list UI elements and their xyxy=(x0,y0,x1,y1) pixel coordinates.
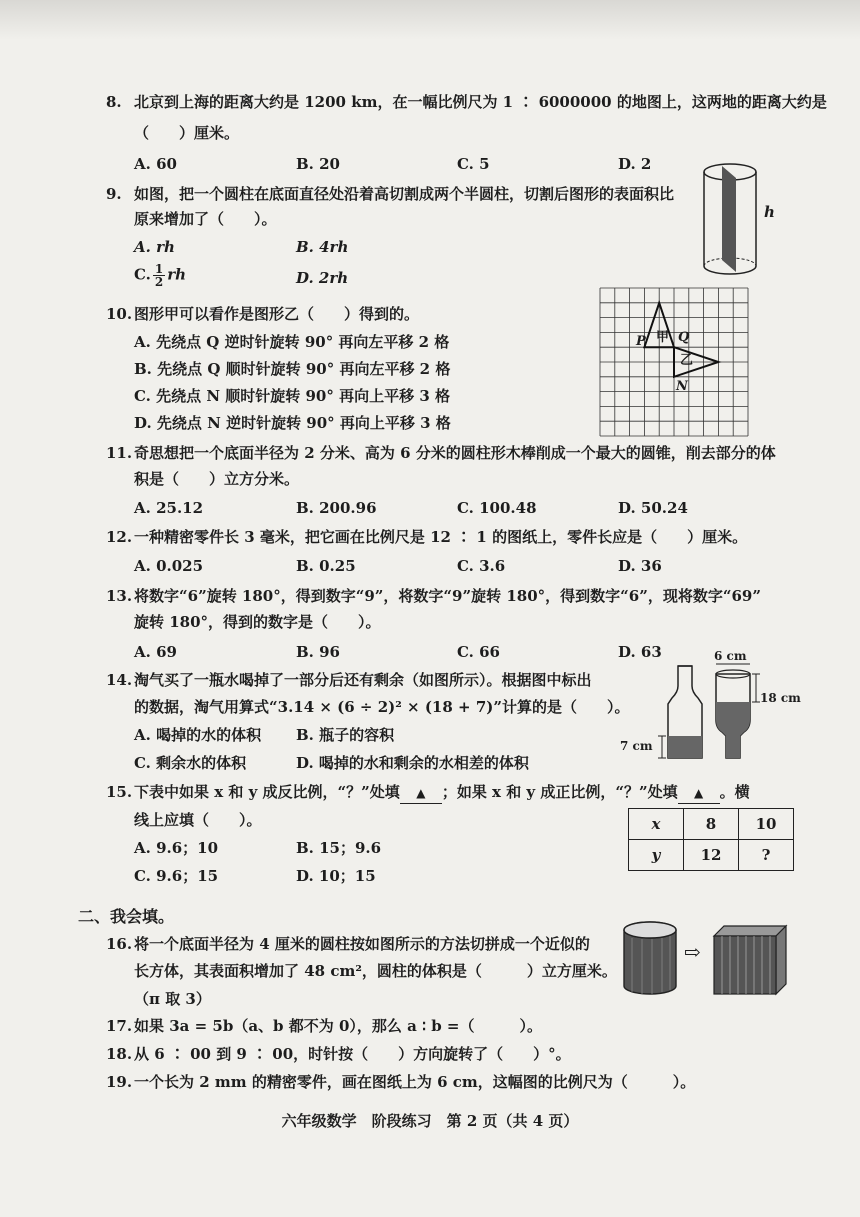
q14-option-b: B. 瓶子的容积 xyxy=(296,726,395,744)
q17-text: 如果 3a = 5b（a、b 都不为 0），那么 a ∶ b =（ ）。 xyxy=(134,1017,542,1035)
q14-bottle-figure xyxy=(640,660,790,770)
q10-point-q: Q xyxy=(678,330,690,345)
q12-text: 一种精密零件长 3 毫米，把它画在比例尺是 12 ∶ 1 的图纸上，零件长应是（ ）厘米。 xyxy=(134,528,748,546)
q16-number: 16. xyxy=(106,935,133,953)
q16-text-line3: （π 取 3） xyxy=(134,990,211,1008)
q14-text-line2: 的数据，淘气用算式“3.14 × (6 ÷ 2)² × (18 + 7)”计算的是（ ）。 xyxy=(134,698,630,716)
q17-number: 17. xyxy=(106,1017,133,1035)
q15-cell-y2: ? xyxy=(739,840,794,871)
q15-option-a: A. 9.6；10 xyxy=(134,839,219,857)
q14-text-line1: 淘气买了一瓶水喝掉了一部分后还有剩余（如图所示）。根据图中标出 xyxy=(134,671,592,689)
q15-option-b: B. 15；9.6 xyxy=(296,839,382,857)
q15-option-d: D. 10；15 xyxy=(296,867,376,885)
q14-water-height-label: 7 cm xyxy=(620,739,653,753)
q15-cell-x1: 8 xyxy=(684,809,739,840)
q15-text-line2: 线上应填（ ）。 xyxy=(134,811,262,829)
q15-cell-x-label: x xyxy=(629,809,684,840)
q13-option-a: A. 69 xyxy=(134,643,177,661)
q13-option-c: C. 66 xyxy=(457,643,500,661)
q16-text-line1: 将一个底面半径为 4 厘米的圆柱按如图所示的方法切拼成一个近似的 xyxy=(134,935,590,953)
q15-row-y xyxy=(629,840,794,871)
q9-option-c: C. $\frac{1}{2}$ rh xyxy=(134,262,187,289)
section-2-heading: 二、我会填。 xyxy=(78,907,175,926)
q14-height-label: 18 cm xyxy=(760,691,801,705)
q10-shape-jia: 甲 xyxy=(656,330,670,345)
q9-text-line2: 原来增加了（ ）。 xyxy=(134,210,277,228)
q16-cylinder-figure xyxy=(620,918,680,998)
q15-text-line1: 下表中如果 x 和 y 成反比例，“？”处填 ▲ ；如果 x 和 y 成正比例，“？”处填 ▲ 。横 xyxy=(134,782,750,804)
q11-number: 11. xyxy=(106,444,133,462)
page-footer: 六年级数学 阶段练习 第 2 页（共 4 页） xyxy=(281,1112,579,1130)
q15-blank-1: ▲ xyxy=(400,783,442,804)
q13-option-d: D. 63 xyxy=(618,643,662,661)
q11-option-d: D. 50.24 xyxy=(618,499,688,517)
q13-option-b: B. 96 xyxy=(296,643,340,661)
q16-cuboid-figure xyxy=(710,920,790,1000)
q8-option-d: D. 2 xyxy=(618,155,652,173)
q10-point-p: P xyxy=(636,334,646,349)
q15-option-c: C. 9.6；15 xyxy=(134,867,219,885)
q13-number: 13. xyxy=(106,587,133,605)
q8-number: 8. xyxy=(106,93,122,111)
q13-text-line1: 将数字“6”旋转 180°，得到数字“9”，将数字“9”旋转 180°，得到数字“6”，现将数字“69” xyxy=(134,587,761,605)
scan-edge xyxy=(0,0,860,40)
q14-number: 14. xyxy=(106,671,133,689)
q9-option-a: A. rh xyxy=(134,238,175,256)
q8-text-line2: （ ）厘米。 xyxy=(134,124,240,142)
q10-number: 10. xyxy=(106,305,133,323)
q9-option-b: B. 4rh xyxy=(296,238,349,256)
q15-cell-y1: 12 xyxy=(684,840,739,871)
q12-option-b: B. 0.25 xyxy=(296,557,356,575)
q18-number: 18. xyxy=(106,1045,133,1063)
q19-number: 19. xyxy=(106,1073,133,1091)
q14-option-c: C. 剩余水的体积 xyxy=(134,754,247,772)
q10-option-b: B. 先绕点 Q 顺时针旋转 90° 再向左平移 2 格 xyxy=(134,360,451,378)
q9-number: 9. xyxy=(106,185,122,203)
q11-text-line2: 积是（ ）立方分米。 xyxy=(134,470,300,488)
q15-cell-x2: 10 xyxy=(739,809,794,840)
q9-text-line1: 如图，把一个圆柱在底面直径处沿着高切割成两个半圆柱，切割后图形的表面积比 xyxy=(134,185,675,203)
q9-option-d: D. 2rh xyxy=(296,269,349,287)
q12-number: 12. xyxy=(106,528,133,546)
q10-option-a: A. 先绕点 Q 逆时针旋转 90° 再向左平移 2 格 xyxy=(134,333,450,351)
q12-option-d: D. 36 xyxy=(618,557,662,575)
q10-option-c: C. 先绕点 N 顺时针旋转 90° 再向上平移 3 格 xyxy=(134,387,450,405)
q14-option-a: A. 喝掉的水的体积 xyxy=(134,726,262,744)
q8-option-a: A. 60 xyxy=(134,155,177,173)
q12-option-c: C. 3.6 xyxy=(457,557,506,575)
q8-option-c: C. 5 xyxy=(457,155,490,173)
q9-height-label: h xyxy=(764,203,775,221)
q8-text-line1: 北京到上海的距离大约是 1200 km，在一幅比例尺为 1 ∶ 6000000 的地图上，这两地的距离大约是 xyxy=(134,93,827,111)
q19-text: 一个长为 2 mm 的精密零件，画在图纸上为 6 cm，这幅图的比例尺为（ ）。 xyxy=(134,1073,696,1091)
q10-option-d: D. 先绕点 N 逆时针旋转 90° 再向上平移 3 格 xyxy=(134,414,451,432)
q12-option-a: A. 0.025 xyxy=(134,557,204,575)
q10-point-n: N xyxy=(676,379,688,394)
q10-grid-figure xyxy=(598,286,750,438)
q11-option-a: A. 25.12 xyxy=(134,499,204,517)
q14-option-d: D. 喝掉的水和剩余的水相差的体积 xyxy=(296,754,529,772)
q15-row-x xyxy=(629,809,794,840)
q15-cell-y-label: y xyxy=(629,840,684,871)
q15-blank-2: ▲ xyxy=(678,783,720,804)
q13-text-line2: 旋转 180°，得到的数字是（ ）。 xyxy=(134,613,381,631)
q18-text: 从 6 ∶ 00 到 9 ∶ 00，时针按（ ）方向旋转了（ ）°。 xyxy=(134,1045,571,1063)
q10-shape-yi: 乙 xyxy=(680,353,694,368)
q10-text: 图形甲可以看作是图形乙（ ）得到的。 xyxy=(134,305,420,323)
q11-option-b: B. 200.96 xyxy=(296,499,377,517)
q16-text-line2: 长方体，其表面积增加了 48 cm²，圆柱的体积是（ ）立方厘米。 xyxy=(134,962,617,980)
q14-diameter-label: 6 cm xyxy=(714,649,747,663)
q8-option-b: B. 20 xyxy=(296,155,340,173)
q15-xy-table xyxy=(628,808,794,871)
q16-arrow-icon: ⇨ xyxy=(684,940,701,964)
q15-number: 15. xyxy=(106,783,133,801)
q11-text-line1: 奇思想把一个底面半径为 2 分米、高为 6 分米的圆柱形木棒削成一个最大的圆锥，削去部分的体 xyxy=(134,444,776,462)
q11-option-c: C. 100.48 xyxy=(457,499,537,517)
